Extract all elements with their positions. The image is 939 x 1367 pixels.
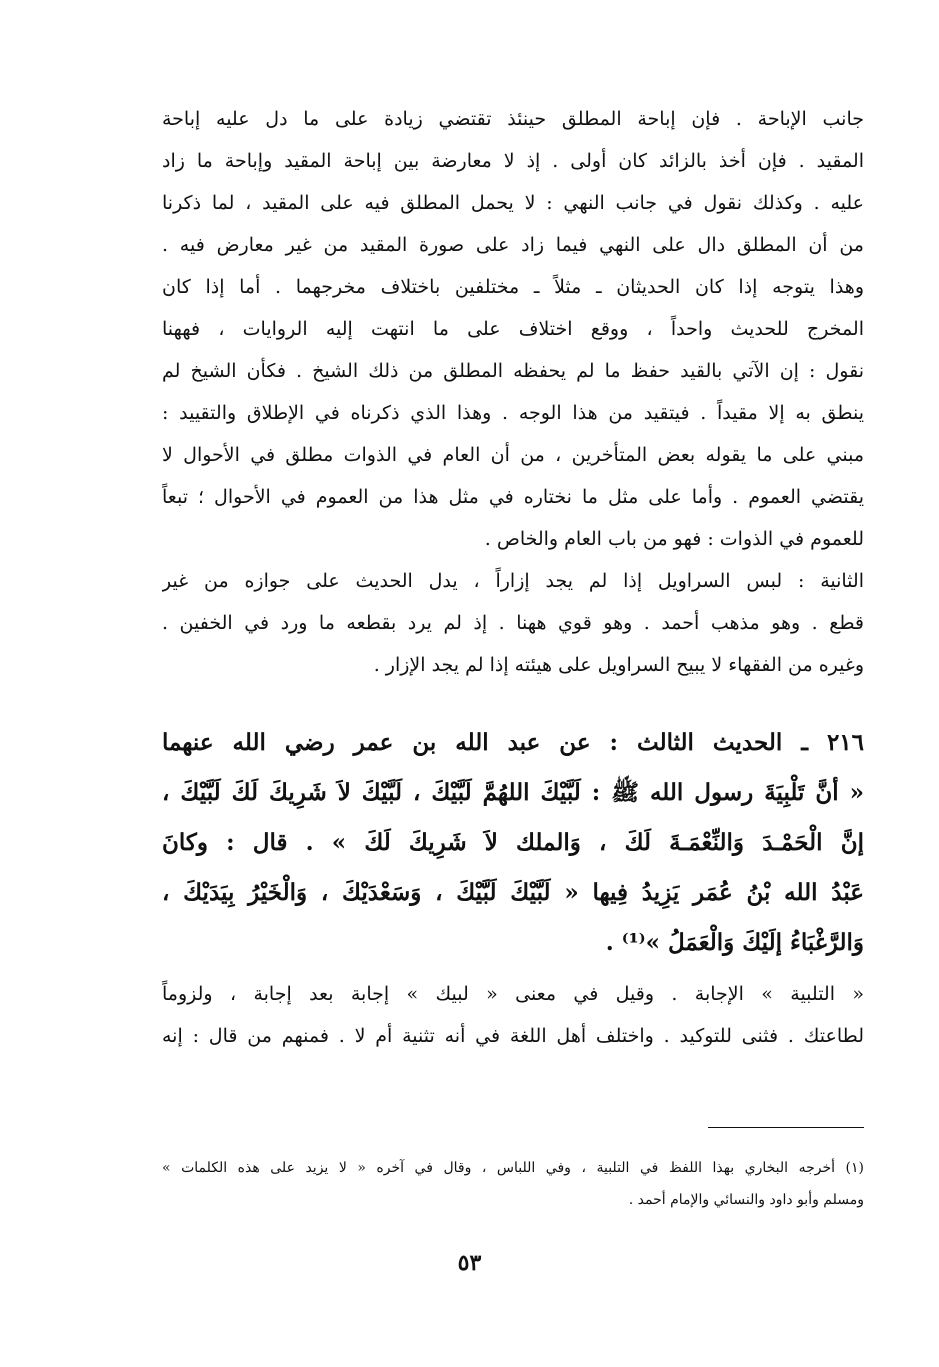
body-text <box>162 98 864 686</box>
text-line: نقول : إن الآتي بالقيد حفظ ما لم يحفظه المطلق من ذلك الشيخ . فكأن الشيخ لم <box>162 360 864 382</box>
footnote-line: ومسلم وأبو داود والنسائي والإمام أحمد . <box>628 1192 864 1208</box>
text-line: يقتضي العموم . وأما على مثل ما نختاره في مثل هذا من العموم في الأحوال ؛ تبعاً <box>162 486 864 508</box>
text-line: وهذا يتوجه إذا كان الحديثان ـ مثلاً ـ مختلفين باختلاف مخرجهما . أما إذا كان <box>162 276 864 298</box>
text-line: للعموم في الذوات : فهو من باب العام والخاص . <box>484 528 864 550</box>
hadith-line: إنَّ الْحَمْـدَ وَالنِّعْمَـةَ لَكَ ، وَالملك لاَ شَرِيكَ لَكَ » . قال : وكانَ <box>162 829 864 856</box>
hadith-block <box>162 718 864 968</box>
text-line: « التلبية » الإجابة . وقيل في معنى « لبيك » إجابة بعد إجابة ، ولزوماً <box>162 983 864 1005</box>
commentary-text <box>162 973 864 1057</box>
text-line: وغيره من الفقهاء لا يبيح السراويل على هيئته إذا لم يجد الإزار . <box>373 654 864 676</box>
text-line: عليه . وكذلك نقول في جانب النهي : لا يحمل المطلق فيه على المقيد ، لما ذكرنا <box>162 192 864 214</box>
footnote-divider <box>708 1127 864 1128</box>
text-line: من أن المطلق دال على النهي فيما زاد على صورة المقيد من غير معارض فيه . <box>162 234 864 256</box>
hadith-line: وَالرَّغْبَاءُ إلَيْكَ وَالْعَمَلُ »⁽¹⁾ . <box>605 929 864 956</box>
page-number: ٥٣ <box>457 1250 482 1276</box>
hadith-heading: ٢١٦ ـ الحديث الثالث : عن عبد الله بن عمر رضي الله عنهما <box>162 729 864 756</box>
text-line: قطع . وهو مذهب أحمد . وهو قوي ههنا . إذ لم يرد بقطعه ما ورد في الخفين . <box>162 612 864 634</box>
footnotes <box>162 1152 864 1216</box>
text-line: المقيد . فإن أخذ بالزائد كان أولى . إذ لا معارضة بين إباحة المقيد وإباحة ما زاد <box>162 150 864 172</box>
footnote-line: (١) أخرجه البخاري بهذا اللفظ في التلبية ، وفي اللباس ، وقال في آخره « لا يزيد على هذه الكلمات » <box>162 1160 864 1176</box>
text-line: المخرج للحديث واحداً ، ووقع اختلاف على ما انتهت إليه الروايات ، فههنا <box>162 318 864 340</box>
text-line: لطاعتك . فثنى للتوكيد . واختلف أهل اللغة في أنه تثنية أم لا . فمنهم من قال : إنه <box>162 1025 864 1047</box>
text-line: جانب الإباحة . فإن إباحة المطلق حينئذ تقتضي زيادة على ما دل عليه إباحة <box>162 108 864 130</box>
text-line: مبني على ما يقوله بعض المتأخرين ، من أن العام في الذوات مطلق في الأحوال لا <box>162 444 864 466</box>
text-line: ينطق به إلا مقيداً . فيتقيد من هذا الوجه . وهذا الذي ذكرناه في الإطلاق والتقييد : <box>162 402 864 424</box>
text-line: الثانية : لبس السراويل إذا لم يجد إزاراً ، يدل الحديث على جوازه من غير <box>162 570 864 592</box>
hadith-line: عَبْدُ الله بْنُ عُمَر يَزِيدُ فِيها « لَبَّيْكَ لَبَّيْكَ ، وَسَعْدَيْكَ ، وَالْخَيْرُ بِيَدَيْكَ ، <box>162 879 864 906</box>
hadith-line: « أنَّ تَلْبِيَةَ رسول الله ﷺ : لَبَّيْكَ اللهُمَّ لَبَّيْكَ ، لَبَّيْكَ لاَ شَرِيكَ لَكَ لَبَّيْكَ ، <box>162 779 864 806</box>
